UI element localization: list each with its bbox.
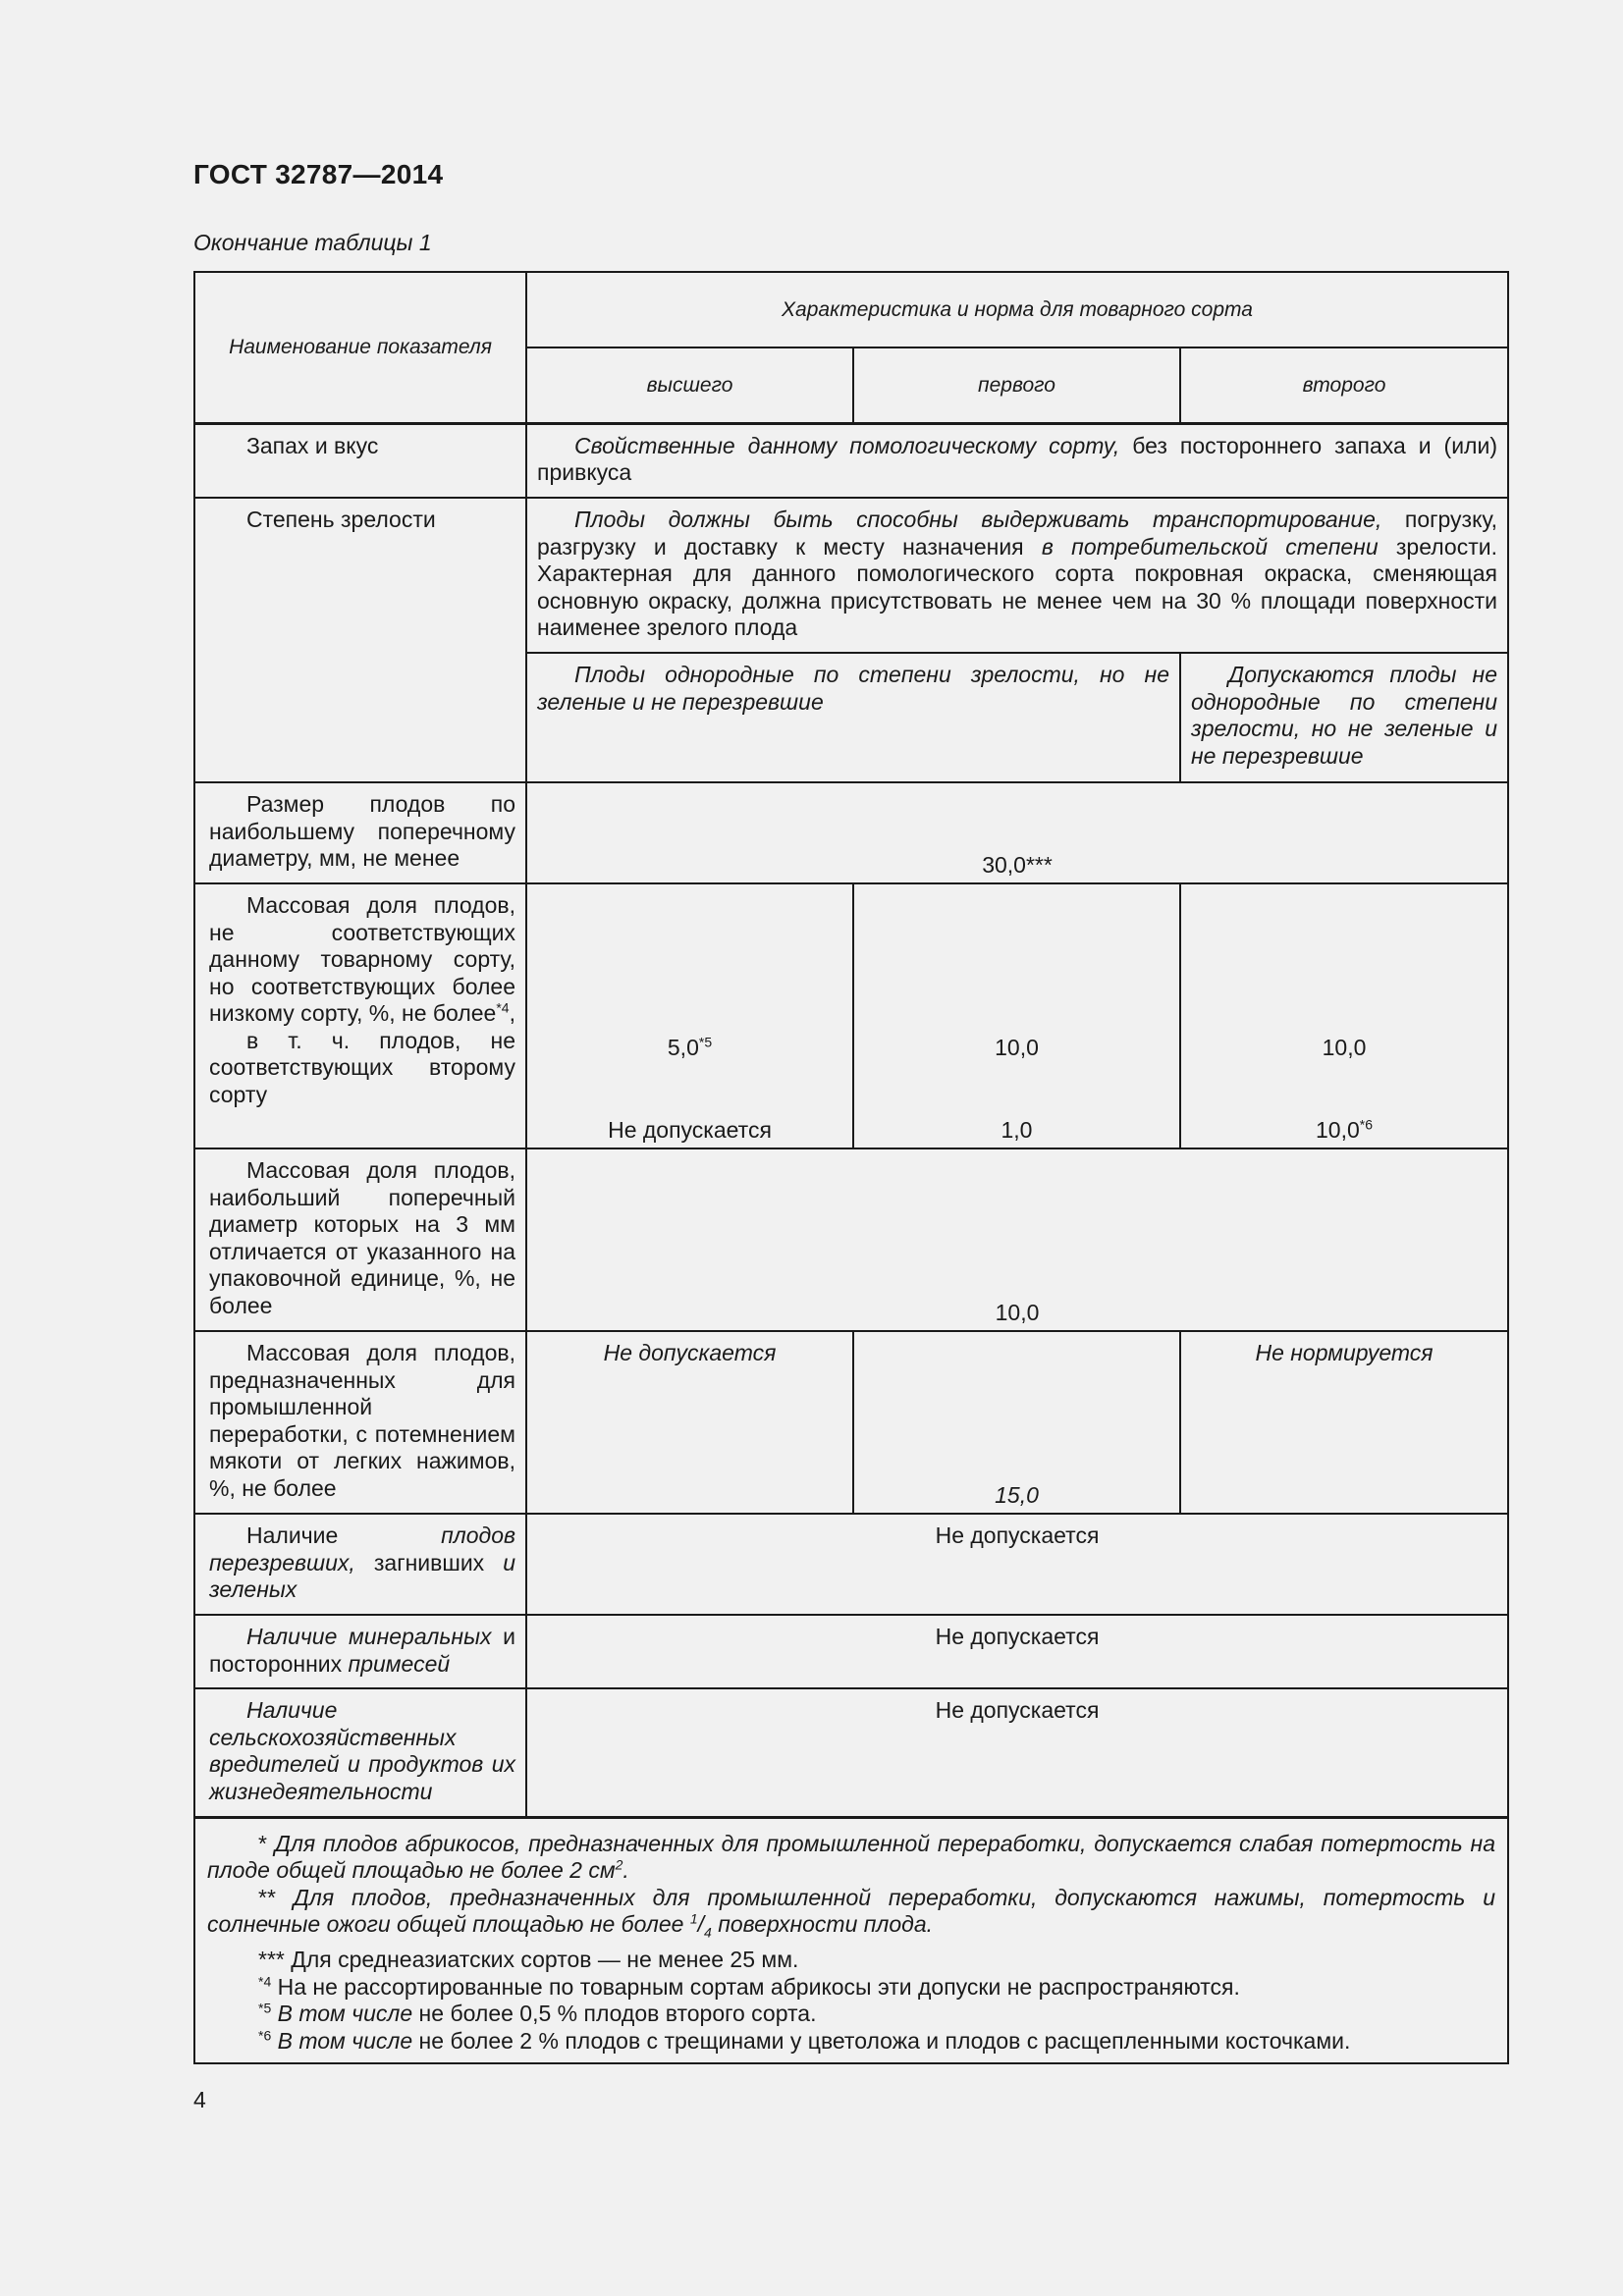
mass-other-grade-second: 10,0 10,0$^{*6}$ (1180, 883, 1508, 1148)
table-row (194, 1331, 1508, 1514)
row-name-mass-diameter: Массовая доля плодов, наибольший поперечный диаметр которых на 3 мм отличается от указанного на упаковочной единице, %, не более (194, 1148, 526, 1331)
table-row (194, 423, 1508, 498)
document-title: ГОСТ 32787—2014 (193, 159, 444, 189)
table-caption: Окончание таблицы 1 (193, 230, 432, 255)
row-name-mass-other-grade: Массовая доля плодов, не соответствующих данному товарному сорту, но соответствующих более низкому сорту, %, не более$^{*4}$, в т. ч. плодов, не соответствующих второму сорту (194, 883, 526, 1148)
row-name-mass-industrial: Массовая доля плодов, предназначенных для промышленной переработки, с потемнением мякоти от легких нажимов, %, не более (194, 1331, 526, 1514)
mass-industrial-highest: Не допускается (526, 1331, 853, 1514)
footnote-6: $^{*6}$ В том числе не более 2 % плодов с трещинами у цветоложа и плодов с расщепленными косточками. (258, 2026, 1351, 2054)
footnote-3: *** Для среднеазиатских сортов — не менее 25 мм. (258, 1947, 799, 1973)
row-value-overripe: Не допускается (526, 1514, 1508, 1615)
header-indicator: Наименование показателя (194, 272, 526, 423)
row-value-smell: Свойственные данному помологическому сорту, без постороннего запаха и (или) привкуса (526, 423, 1508, 498)
row-name-ripeness: Степень зрелости (194, 498, 526, 782)
footnote-2: ** Для плодов, предназначенных для промышленной переработки, допускаются нажимы, потертость и солнечные ожоги общей площадью не более $^1/_4$ поверхности плода. (207, 1884, 1495, 1941)
ripeness-grade-3: Допускаются плоды не однородные по степени зрелости, но не зеленые и не перезревшие (1180, 653, 1508, 782)
table-row (194, 1514, 1508, 1615)
row-value-ripeness: Плоды должны быть способны выдерживать транспортирование, погрузку, разгрузку и доставку к месту назначения в потребительской степени зрелости. Характерная для данного помологического сорта покровная окраска, сменяющая основную окраску, должна присутствовать не менее чем на 30 % площади поверхности наименее зрелого плода (526, 498, 1508, 653)
ripeness-grades-1-2: Плоды однородные по степени зрелости, но не зеленые и не перезревшие (526, 653, 1180, 782)
header-grade-first: первого (853, 347, 1180, 423)
row-name-overripe: Наличие плодов перезревших, загнивших и зеленых (194, 1514, 526, 1615)
page-number: 4 (193, 2087, 206, 2112)
table-row (194, 1688, 1508, 1817)
row-name-size: Размер плодов по наибольшему поперечному диаметру, мм, не менее (194, 782, 526, 883)
mass-industrial-second: Не нормируется (1180, 1331, 1508, 1514)
table-row (194, 1615, 1508, 1688)
mass-other-grade-first: 10,0 1,0 (853, 883, 1180, 1148)
mass-industrial-first: 15,0 (853, 1331, 1180, 1514)
row-value-pests: Не допускается (526, 1688, 1508, 1817)
row-name-impurities: Наличие минеральных и посторонних примесей (194, 1615, 526, 1688)
table-row (194, 498, 1508, 653)
header-grade-highest: высшего (526, 347, 853, 423)
table-footnotes (194, 1817, 1508, 2063)
specification-table (193, 271, 1509, 2064)
footnote-5: $^{*5}$ В том числе не более 0,5 % плодов второго сорта. (258, 2000, 817, 2027)
row-value-impurities: Не допускается (526, 1615, 1508, 1688)
row-name-pests: Наличие сельскохозяйственных вредителей и продуктов их жизнедеятельности (194, 1688, 526, 1817)
header-characteristic: Характеристика и норма для товарного сорта (526, 272, 1508, 347)
mass-other-grade-highest: 5,0$^{*5}$ Не допускается (526, 883, 853, 1148)
table-row (194, 782, 1508, 883)
table-row (194, 883, 1508, 1148)
row-value-mass-diameter: 10,0 (526, 1148, 1508, 1331)
header-grade-second: второго (1180, 347, 1508, 423)
footnote-4: $^{*4}$ На не рассортированные по товарным сортам абрикосы эти допуски не распространяются. (258, 1972, 1240, 2000)
row-value-size: 30,0*** (526, 782, 1508, 883)
footnote-1: * Для плодов абрикосов, предназначенных для промышленной переработки, допускается слабая потертость на плоде общей площадью не более 2 $см^2$. (207, 1830, 1495, 1883)
table-row (194, 1148, 1508, 1331)
row-name-smell: Запах и вкус (194, 423, 526, 498)
